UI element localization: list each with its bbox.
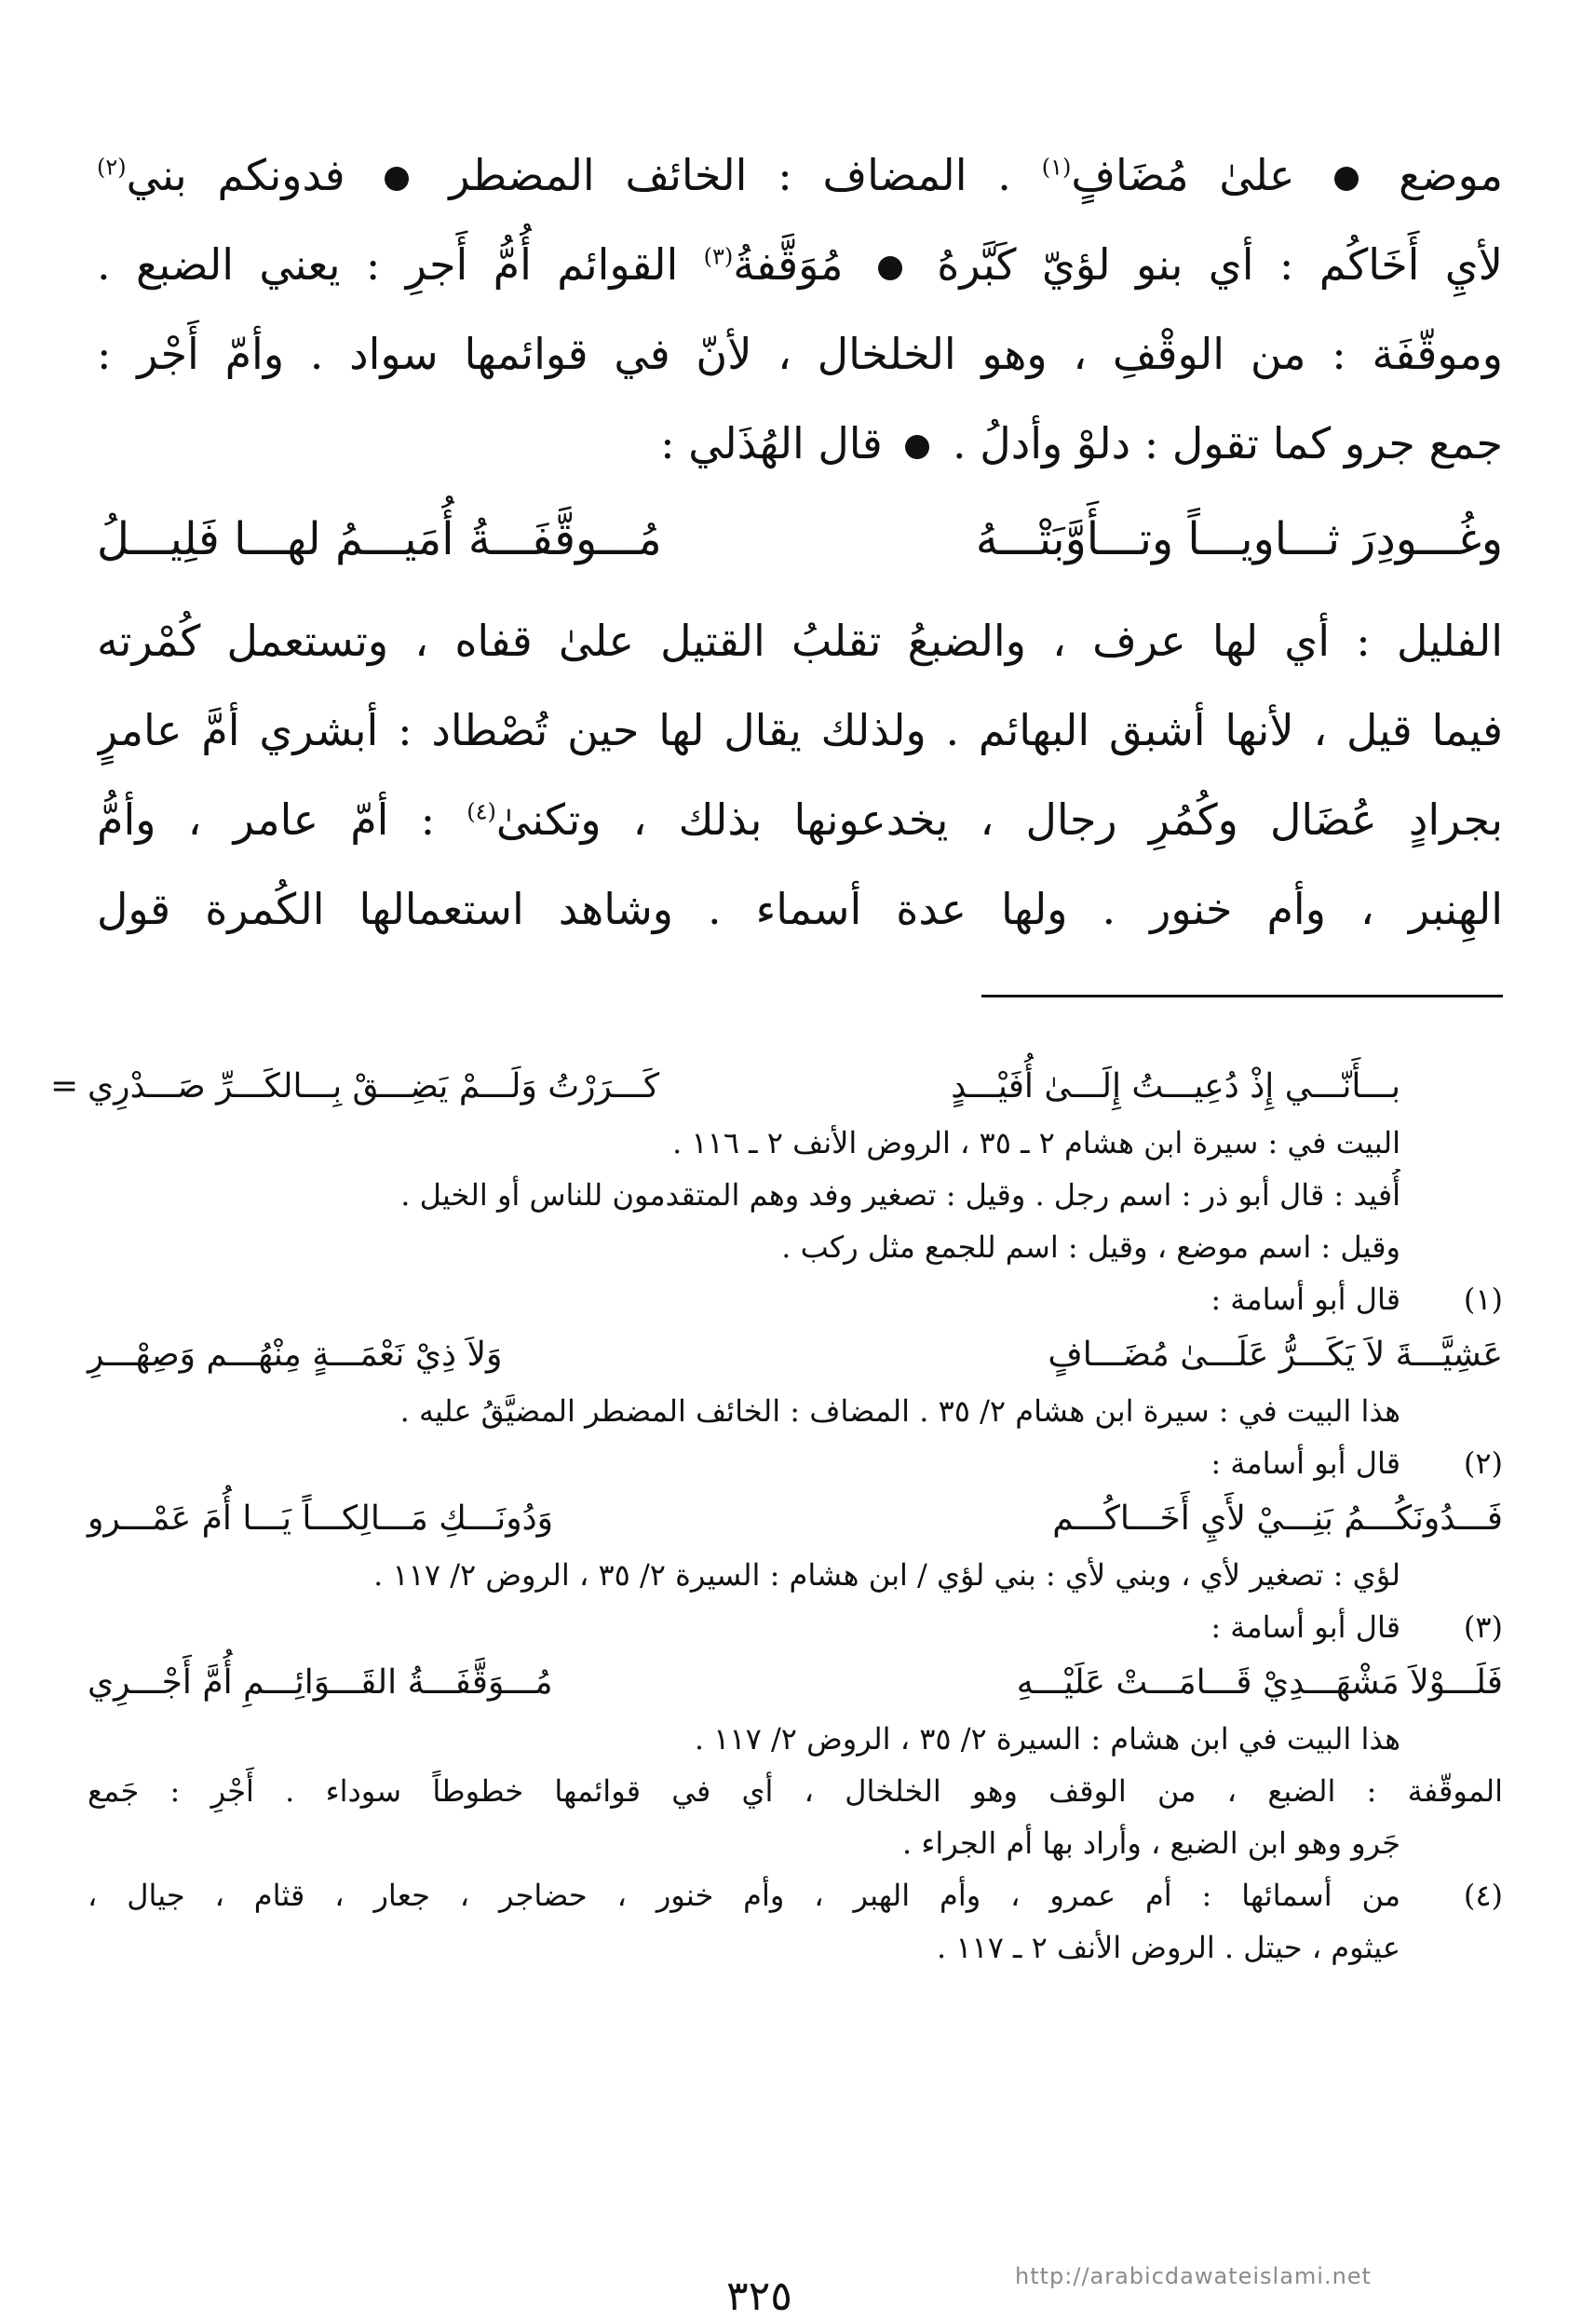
footnote-number: (٢) xyxy=(1463,1445,1503,1481)
main-line-2 xyxy=(97,220,1503,309)
verse-body xyxy=(88,1489,1503,1549)
verse-body xyxy=(88,1653,1503,1713)
verse-body xyxy=(88,1325,1503,1385)
text-segment: القوائم أُمُّ أَجرِ : يعني الضبع . xyxy=(97,239,679,290)
footnote-number: (٤) xyxy=(1463,1878,1503,1913)
footnote-3-note-3 xyxy=(88,1817,1503,1869)
main-line-8: الهِنبر ، وأم خنور . ولها عدة أسماء . وشاهد استعمالها الكُمرة قول xyxy=(97,884,1503,934)
footnote-ref: (٤) xyxy=(467,798,496,825)
footnote-3-intro xyxy=(88,1601,1503,1653)
verse-hemistich-right: فَـــدُونَكُـــمُ بَنِـــيْ لأَيِ أَخَـــاكُـــم xyxy=(1052,1499,1503,1538)
main-line-6: فيما قيل ، لأنها أشبق البهائم . ولذلك يقال لها حين تُصْطاد : أبشري أمَّ عامرٍ xyxy=(97,705,1503,755)
text-segment: لأيِ أَخَاكُم : أي بنو لؤيّ كَبَّرهُ xyxy=(937,239,1503,290)
footnote-1-note xyxy=(88,1385,1503,1437)
footnote-1-intro xyxy=(88,1273,1503,1325)
footnote-text: الموقّفة : الضبع ، من الوقف وهو الخلخال ، أي في قوائمها خطوطاً سوداء . أَجْرِ : جَمع xyxy=(88,1773,1503,1809)
footnote-text: هذا البيت في : سيرة ابن هشام ٢/ ٣٥ . المضاف : الخائف المضطر المضيَّقُ عليه . xyxy=(399,1393,1400,1429)
verse-body xyxy=(88,1057,1400,1117)
footnote-text: لؤي : تصغير لأي ، وبني لأي : بني لؤي / ابن هشام : السيرة ٢/ ٣٥ ، الروض ٢/ ١١٧ . xyxy=(373,1557,1400,1593)
text-segment: مُوَقَّفةُ xyxy=(733,239,844,290)
footnote-2-intro xyxy=(88,1437,1503,1489)
verse-hemistich-right: بـــأَنّـــي إِذْ دُعِيـــتُ إِلَـــىٰ أُفَيْـــدٍ xyxy=(951,1067,1400,1106)
main-line-4 xyxy=(97,399,1503,488)
main-line-7 xyxy=(97,775,1503,864)
main-text xyxy=(97,130,1503,954)
verse-hemistich-right: وغُـــودِرَ ثـــاويـــاً وتـــأَوَّبَتْـــهُ xyxy=(975,513,1503,565)
continuation-mark: = xyxy=(50,1067,79,1106)
footnote-4-line-2 xyxy=(88,1921,1503,1974)
footnote-number: (١) xyxy=(1463,1282,1503,1317)
text-segment: فدونكم بني xyxy=(126,150,345,200)
poem-verse xyxy=(97,488,1503,590)
verse-hemistich-left: وَدُونَـــكِ مَـــالِكـــاً يَـــا أُمَ عَمْـــرو xyxy=(88,1499,554,1538)
bullet-icon xyxy=(385,167,409,191)
main-line-3: وموقّفَة : من الوقْفِ ، وهو الخلخال ، لأنّ في قوائمها سواد . وأمّ أَجْر : xyxy=(97,329,1503,379)
footnote-text: وقيل : اسم موضع ، وقيل : اسم للجمع مثل ركب . xyxy=(781,1229,1400,1265)
verse-hemistich-right: فَلَـــوْلاَ مَشْهَـــدِيْ قَـــامَـــتْ عَلَيْـــهِ xyxy=(1016,1663,1503,1702)
footnote-line xyxy=(88,1117,1503,1169)
footnote-2-verse xyxy=(88,1489,1503,1549)
verse-hemistich-left: وَلاَ ذِيْ نَعْمَـــةٍ مِنْهُـــم وَصِهْـــرِ xyxy=(88,1336,503,1374)
footnote-text: البيت في : سيرة ابن هشام ٢ ـ ٣٥ ، الروض الأنف ٢ ـ ١١٦ . xyxy=(672,1125,1400,1160)
footnote-separator xyxy=(981,995,1503,997)
footnote-3-verse xyxy=(88,1653,1503,1713)
footnote-4-line-1 xyxy=(88,1869,1503,1921)
footnote-number: (٣) xyxy=(1463,1609,1503,1645)
watermark-url: http://arabicdawateislami.net xyxy=(1015,2263,1372,2289)
verse-hemistich-left: كَـــرَرْتُ وَلَـــمْ يَضِـــقْ بِـــالكَـــرِّ صَـــدْرِي xyxy=(88,1067,660,1106)
footnote-text: قال أبو أسامة : xyxy=(1211,1445,1400,1481)
verse-hemistich-left: مُـــوَقَّفَـــةُ القَـــوَائِـــمِ أُمَّ أَجْـــرِي xyxy=(88,1663,553,1702)
footnote-3-note-2 xyxy=(88,1765,1503,1817)
text-segment: . المضاف : الخائف المضطر xyxy=(449,150,1011,200)
text-segment: موضع xyxy=(1399,150,1503,200)
footnote-text: عيثوم ، حيتل . الروض الأنف ٢ ـ ١١٧ . xyxy=(936,1930,1400,1965)
footnotes xyxy=(50,1057,1503,1974)
text-segment: : أمّ عامر ، وأمُّ xyxy=(97,794,436,845)
footnote-text: أُفيد : قال أبو ذر : اسم رجل . وقيل : تصغير وفد وهم المتقدمون للناس أو الخيل . xyxy=(400,1177,1400,1213)
bullet-icon xyxy=(878,256,902,280)
footnote-line xyxy=(88,1169,1503,1221)
main-line-5: الفليل : أي لها عرف ، والضبعُ تقلبُ القتيل علىٰ قفاه ، وتستعمل كُمْرته xyxy=(97,616,1503,666)
footnote-text: جَرو وهو ابن الضبع ، وأراد بها أم الجراء . xyxy=(902,1825,1400,1861)
footnote-line xyxy=(88,1221,1503,1273)
text-segment: بجرادٍ عُضَال وكُمُرِ رجال ، يخدعونها بذلك ، وتكنىٰ xyxy=(495,794,1503,845)
verse-hemistich-left: مُـــوقَّفَـــةُ أُمَيـــمُ لهـــا فَلِيـــلُ xyxy=(97,513,662,565)
bullet-icon xyxy=(905,435,929,459)
footnote-2-note xyxy=(88,1549,1503,1601)
footnote-ref: (٣) xyxy=(703,243,734,270)
page-number: ٣٢٥ xyxy=(726,2273,792,2320)
text-segment: علىٰ مُضَافٍ xyxy=(1071,150,1295,200)
footnote-text: هذا البيت في ابن هشام : السيرة ٢/ ٣٥ ، الروض ٢/ ١١٧ . xyxy=(694,1721,1400,1757)
footnote-text: قال أبو أسامة : xyxy=(1211,1282,1400,1317)
footnote-3-note xyxy=(88,1713,1503,1765)
main-line-1 xyxy=(97,130,1503,220)
footnote-ref: (١) xyxy=(1041,154,1072,181)
footnote-ref: (٢) xyxy=(97,154,127,181)
footnote-1-verse xyxy=(88,1325,1503,1385)
text-segment: قال الهُذَلي : xyxy=(660,418,883,468)
footnote-text: قال أبو أسامة : xyxy=(1211,1609,1400,1645)
footnote-verse xyxy=(50,1057,1503,1117)
verse-hemistich-right: عَشِيَّـــةَ لاَ يَكَـــرُّ عَلَـــىٰ مُضَـــافٍ xyxy=(1048,1336,1503,1374)
footnote-text: من أسمائها : أم عمرو ، وأم الهبر ، وأم خنور ، حضاجر ، جعار ، قثام ، جيال ، xyxy=(88,1878,1400,1913)
bullet-icon xyxy=(1334,167,1359,191)
text-segment: جمع جرو كما تقول : دلوْ وأدلُ . xyxy=(953,418,1503,468)
